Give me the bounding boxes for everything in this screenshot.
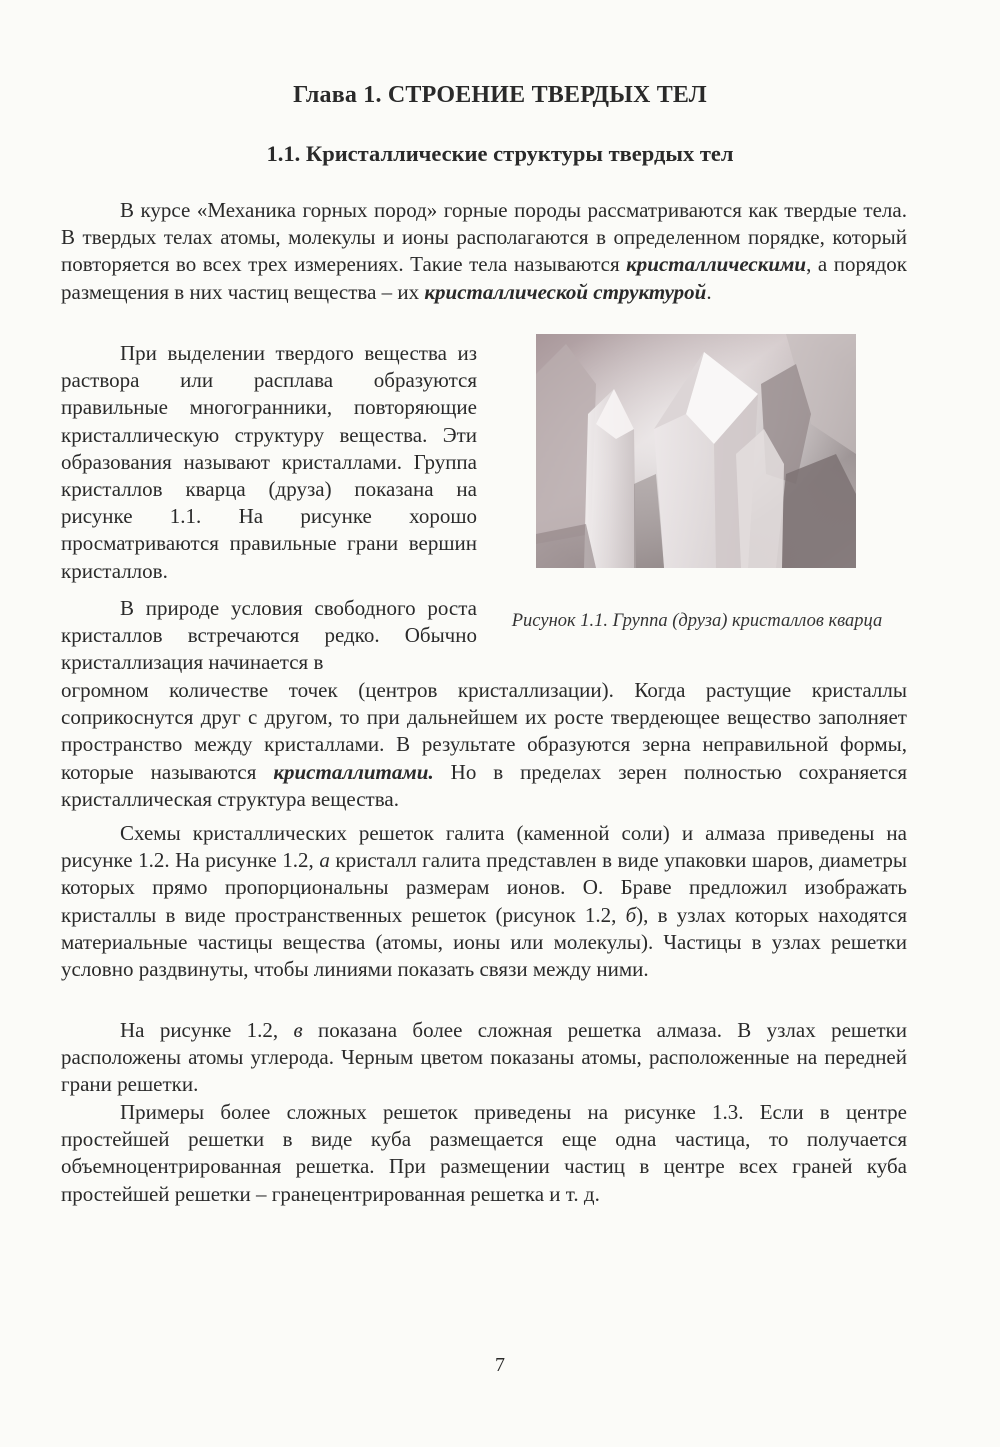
- quartz-crystals-illustration: [536, 334, 856, 568]
- term-crystal-structure: кристаллической структурой: [424, 279, 707, 304]
- paragraph-growth-narrow: В природе условия свободного роста кристаллов встречаются редко. Обычно кристаллизация начинается в: [61, 596, 477, 675]
- chapter-title: Глава 1. СТРОЕНИЕ ТВЕРДЫХ ТЕЛ: [293, 82, 707, 108]
- paragraph-crystals: При выделении твердого вещества из раствора или расплава образуются правильные многогранники, повторяющие кристаллическую структуру вещества. Эти образования называют кристаллами. Группа кристаллов кварца (друза) показана на рисунке 1.1. На рисунке хорошо просматриваются правильные грани вершин кристаллов.: [61, 341, 477, 583]
- paragraph-lattices: Схемы кристаллических решеток галита (каменной соли) и алмаза приведены на рисунке 1.2. На рисунке 1.2, а кристалл галита представлен в виде упаковки шаров, диаметры которых прямо пропорциональны размерам ионов. О. Браве предложил изображать кристаллы в виде пространственных решеток (рисунок 1.2, б), в узлах которых находятся материальные частицы вещества (атомы, ионы или молекулы). Частицы в узлах решетки условно раздвинуты, чтобы линиями показать связи между ними.: [61, 821, 907, 982]
- section-title: 1.1. Кристаллические структуры твердых тел: [266, 141, 734, 166]
- page-number: 7: [495, 1354, 505, 1376]
- paragraph-diamond: На рисунке 1.2, в показана более сложная решетка алмаза. В узлах решетки расположены атомы углерода. Черным цветом показаны атомы, расположенные на передней грани решетки.: [61, 1018, 907, 1097]
- paragraph-intro: В курсе «Механика горных пород» горные породы рассматриваются как твердые тела. В твердых телах атомы, молекулы и ионы располагаются в определенном порядке, который повторяется во всех трех измерениях. Такие тела называются кристаллическими, а порядок размещения в них частиц вещества – их кристаллической структурой.: [61, 198, 907, 304]
- paragraph-complex-lattices: Примеры более сложных решеток приведены на рисунке 1.3. Если в центре простейшей решетки в виде куба размещается еще одна частица, то получается объемноцентрированная решетка. При размещении частиц в центре всех граней куба простейшей решетки – гранецентрированная решетка и т. д.: [61, 1100, 907, 1206]
- figure-caption: Рисунок 1.1. Группа (друза) кристаллов кварца: [511, 611, 883, 631]
- quartz-crystals-photo: [536, 334, 856, 568]
- term-crystallites: кристаллитами.: [273, 759, 434, 784]
- paragraph-growth-full: огромном количестве точек (центров кристаллизации). Когда растущие кристаллы соприкоснутся друг с другом, то при дальнейшем их росте твердеющее вещество заполняет пространство между кристаллами. В результате образуются зерна неправильной формы, которые называются кристаллитами. Но в пределах зерен полностью сохраняется кристаллическая структура вещества.: [61, 678, 907, 811]
- term-crystalline: кристаллическими: [626, 252, 807, 277]
